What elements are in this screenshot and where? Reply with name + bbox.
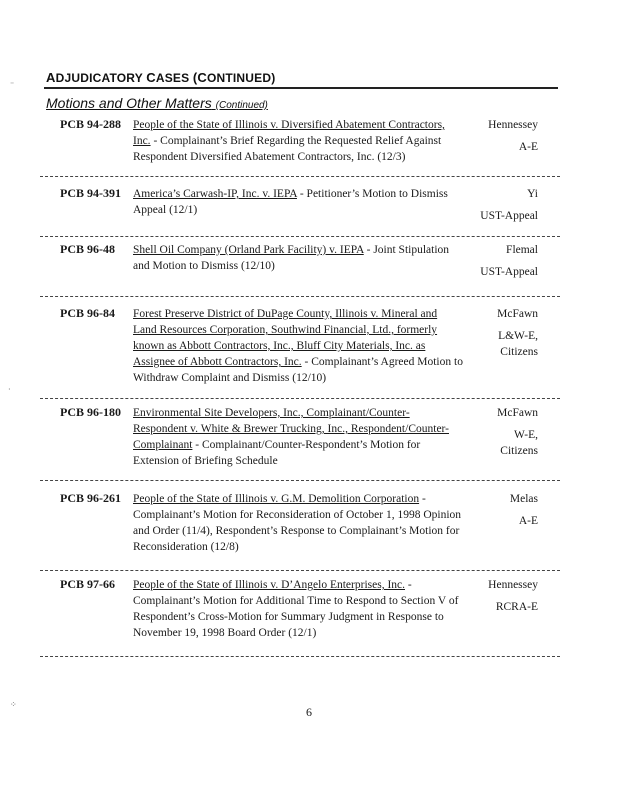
case-description [133, 186, 463, 218]
case-detail: - Complainant’s Motion for Additional Time to Respond to Section V of Respondent’s Cross-Motion for Summary Judgment in Response to November 19, 1998 Board Order (12/1) [133, 579, 459, 639]
case-description [133, 577, 463, 641]
case-detail: - Complainant’s Brief Regarding the Requested Relief Against Respondent Diversified Abatement Contractors, Inc. (12/3) [133, 135, 442, 163]
case-detail: - Petitioner’s Motion to Dismiss Appeal (12/1) [133, 188, 448, 216]
case-number: PCB 94-288 [60, 117, 121, 131]
case-detail: - Complainant/Counter-Respondent’s Motion for Extension of Briefing Schedule [133, 439, 421, 467]
section-title-part: (C [192, 70, 207, 85]
case-title: America’s Carwash-IP, Inc. v. IEPA [133, 188, 297, 200]
page-number: 6 [306, 705, 312, 719]
scan-artifact: · [8, 385, 11, 394]
case-type: UST-Appeal [480, 266, 538, 278]
subsection-title [46, 95, 268, 111]
case-type: L&W-E, [498, 330, 538, 342]
case-number: PCB 96-261 [60, 491, 121, 505]
section-title-part: DJUDICATORY [55, 71, 147, 85]
case-title: Environmental Site Developers, Inc., Complainant/Counter-Respondent v. White & Brewer Trucking, Inc., Respondent/Counter-Complainant [133, 407, 449, 451]
case-separator [40, 176, 560, 177]
case-separator [40, 398, 560, 399]
case-description [133, 306, 463, 386]
section-title-part: ONTINUED) [206, 71, 276, 85]
case-number: PCB 96-180 [60, 405, 121, 419]
case-description [133, 242, 463, 274]
case-assignment [448, 242, 538, 280]
case-type: RCRA-E [495, 601, 538, 613]
case-assignment [448, 117, 538, 155]
scan-artifact: ⁻ [10, 80, 15, 89]
case-assignment [448, 491, 538, 529]
case-type: W-E, [514, 429, 538, 441]
case-type: A-E [518, 141, 538, 153]
case-title: People of the State of Illinois v. G.M. Demolition Corporation [133, 493, 420, 505]
case-assignment [448, 306, 538, 360]
case-separator [40, 656, 560, 657]
case-separator [40, 236, 560, 237]
case-number: PCB 94-391 [60, 186, 121, 200]
subsection-title-main: Motions and Other Matters [46, 95, 212, 111]
board-member: Hennessey [488, 579, 538, 591]
case-number: PCB 96-84 [60, 306, 115, 320]
case-number: PCB 97-66 [60, 577, 115, 591]
section-title-part: A [46, 70, 56, 85]
case-title: People of the State of Illinois v. Diversified Abatement Contractors, Inc. [133, 119, 445, 147]
section-title-part: ASES [155, 71, 193, 85]
case-title: Forest Preserve District of DuPage County, Illinois v. Mineral and Land Resources Corporation, Southwind Financial, Ltd., formerly known as Abbott Contractors, Inc., Bluff City Materials, Inc. as Assignee of Abbott Contractors, Inc. [133, 308, 438, 368]
case-description [133, 117, 463, 165]
board-member: Flemal [506, 244, 538, 256]
case-type: UST-Appeal [480, 210, 538, 222]
header-rule [44, 87, 558, 89]
case-detail: - Complainant’s Agreed Motion to Withdraw Complaint and Dismiss (12/10) [133, 356, 463, 384]
section-title [46, 70, 556, 85]
board-member: McFawn [497, 407, 538, 419]
case-description [133, 491, 463, 555]
case-assignment [448, 405, 538, 459]
case-type-secondary: Citizens [500, 346, 538, 358]
case-detail: - Joint Stipulation and Motion to Dismiss (12/10) [133, 244, 450, 272]
board-member: Yi [527, 188, 538, 200]
case-assignment [448, 577, 538, 615]
case-detail: - Complainant’s Motion for Reconsideration of October 1, 1998 Opinion and Order (11/4), Respondent’s Response to Complainant’s Motion for Reconsideration (12/8) [133, 493, 462, 553]
case-separator [40, 480, 560, 481]
board-member: Hennessey [488, 119, 538, 131]
case-type: A-E [518, 515, 538, 527]
case-title: Shell Oil Company (Orland Park Facility) v. IEPA [133, 244, 364, 256]
case-separator [40, 570, 560, 571]
case-title: People of the State of Illinois v. D’Angelo Enterprises, Inc. [133, 579, 405, 591]
case-separator [40, 296, 560, 297]
case-type-secondary: Citizens [500, 445, 538, 457]
case-description [133, 405, 463, 469]
board-member: Melas [509, 493, 538, 505]
subsection-title-continued: (Continued) [215, 100, 268, 111]
case-assignment [448, 186, 538, 224]
section-title-part: C [146, 70, 156, 85]
case-number: PCB 96-48 [60, 242, 115, 256]
board-member: McFawn [497, 308, 538, 320]
scan-artifact: ⁘ [10, 700, 17, 709]
